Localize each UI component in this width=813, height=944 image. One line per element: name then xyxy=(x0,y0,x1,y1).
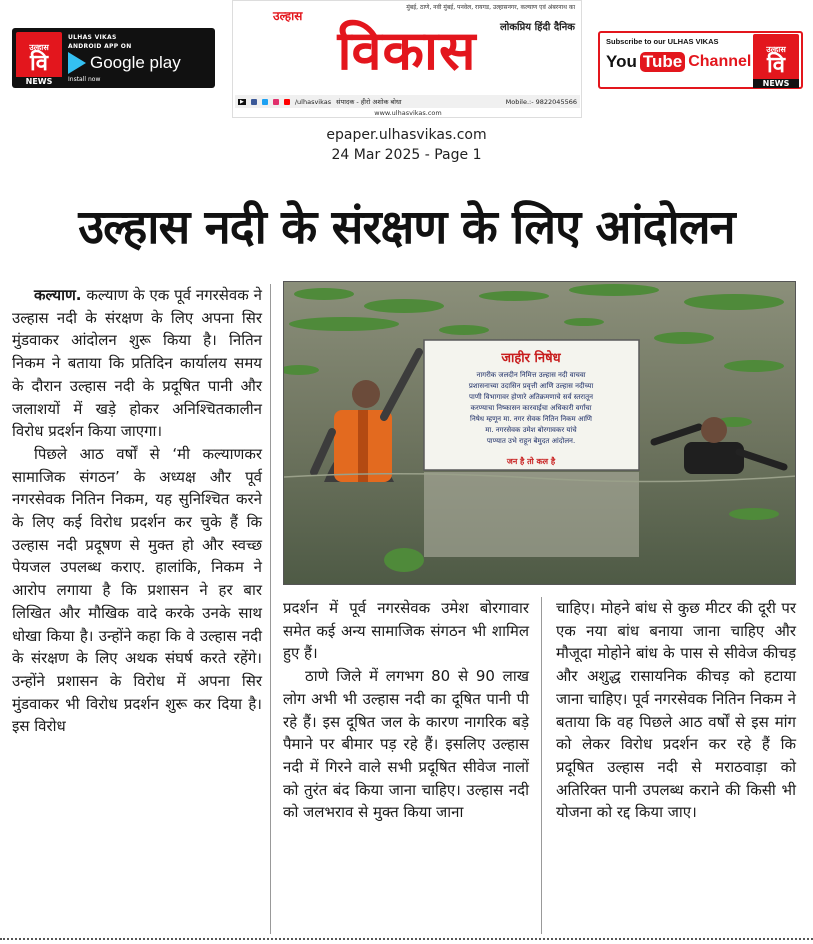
article-paragraph: पिछले आठ वर्षों से ‘मी कल्याणकर सामाजिक संगठन’ के अध्यक्ष और पूर्व नगरसेवक नितिन निकम, यह सुनिश्चित करने के लिए कई विरोध प्रदर्शन कर चुके हैं कि उल्हास नदी प्रदूषण से मुक्त हो और स्वच्छ पेयजल उपलब्ध कराए. हालांकि, निकम ने आरोप लगाया है कि प्रशासन ने हर बार लिखित और मौखिक वादे करके उनके साथ धोखा किया है। उन्होंने कहा कि वे उल्हास नदी के संरक्षण के लिए अथक संघर्ष करते रहेंगे। उन्होंने प्रशासन के विरोध में अपना सिर मुंडवाकर भी विरोध प्रदर्शन शुरू कर दिया है। इस विरोध xyxy=(12,444,262,736)
mobile-number: Mobile.:- 9822045566 xyxy=(505,97,577,106)
social-handle: /ulhasvikas xyxy=(294,97,332,106)
subscribe-text: Subscribe to our ULHAS VIKAS xyxy=(606,37,719,46)
android-app-badge[interactable] xyxy=(12,28,215,88)
protest-banner xyxy=(424,340,639,470)
article-paragraph: कल्याण. कल्याण के एक पूर्व नगरसेवक ने उल्हास नदी के संरक्षण के लिए अपना सिर मुंडवाकर आंदोलन शुरू किया है। नितिन निकम ने बताया कि प्रतिदिन कार्यालय समय के दौरान उल्हास नदी के प्रदूषित पानी और जलाशयों में खड़े होकर अनिश्चितकालीन विरोध प्रदर्शन किया जाएगा। xyxy=(12,286,262,441)
edition-info xyxy=(0,125,813,165)
logo-top-text: उल्हास xyxy=(29,42,49,52)
article-column-1 xyxy=(12,284,262,738)
facebook-icon[interactable] xyxy=(251,99,257,105)
article-paragraph: प्रदर्शन में पूर्व नगरसेवक उमेश बोरगावार समेत कई अन्य सामाजिक संगठन भी शामिल हुए हैं। xyxy=(283,599,529,663)
youtube-you-text: You xyxy=(606,52,637,71)
app-brand: ULHAS VIKAS xyxy=(68,33,117,41)
masthead-website[interactable]: www.ulhasvikas.com xyxy=(374,109,442,117)
epaper-url[interactable]: epaper.ulhasvikas.com xyxy=(326,127,487,143)
masthead xyxy=(232,0,582,118)
dateline: कल्याण. xyxy=(34,286,82,304)
newspaper-logo-icon: उल्हास वि NEWS xyxy=(753,34,799,86)
instagram-icon[interactable] xyxy=(273,99,279,105)
svg-text:निषेध म्हणून मा. नगर सेवक निति: निषेध म्हणून मा. नगर सेवक नितिन निकम आणि xyxy=(470,415,592,423)
youtube-channel-badge[interactable] xyxy=(598,31,803,89)
article-headline: उल्हास नदी के संरक्षण के लिए आंदोलन xyxy=(78,200,735,255)
article-paragraph: चाहिए। मोहने बांध से कुछ मीटर की दूरी पर एक नया बांध बनाया जाना चाहिए और मौजूदा मोहोने बांध के पास से सीवेज कीचड़ और अशुद्ध रासायनिक कीचड़ को हटाया जाना चाहिए। पूर्व नगरसेवक नितिन निकम ने बताया कि वह पिछले आठ वर्षों से इस मांग को लेकर विरोध प्रदर्शन कर रहे हैं कि प्रदूषित उल्हास नदी से मराठवाड़ा को अतिरिक्त पानी उपलब्ध कराने की किसी भी योजना को रद्द किया जाए। xyxy=(556,599,796,822)
channel-text: Channel xyxy=(688,53,752,70)
column-divider xyxy=(270,284,271,934)
masthead-info-strip xyxy=(235,95,580,108)
google-play-link[interactable] xyxy=(68,52,181,74)
edition-date-page: 24 Mar 2025 - Page 1 xyxy=(331,147,482,163)
newspaper-logo-icon xyxy=(16,32,62,84)
youtube-mini-icon[interactable] xyxy=(284,99,290,105)
svg-text:मा. नगरसेवक उमेश बोरगावकर यांच: मा. नगरसेवक उमेश बोरगावकर यांचे xyxy=(485,426,577,434)
masthead-small-title: उल्हास xyxy=(273,9,303,23)
logo-main-text: वि xyxy=(30,50,48,76)
article-paragraph: ठाणे जिले में लगभग 80 से 90 लाख लोग अभी भी उल्हास नदी का दूषित पानी पी रहे हैं। इस दूषित जल के कारण नागरिक बड़े पैमाने पर बीमार पड़ रहे हैं। इसलिए उल्हास नदी में गिरने वाले सभी प्रदूषित सीवेज नालों को तुरंत बंद किया जाना चाहिए। उल्हास नदी को जलभराव से मुक्त किया जाना xyxy=(283,667,529,822)
install-now-text: Install now xyxy=(68,75,101,83)
masthead-title: विकास xyxy=(337,18,477,82)
editor-name: संपादक - हीरो अशोक बोधा xyxy=(336,98,402,106)
app-label: ANDROID APP ON xyxy=(68,42,132,50)
svg-text:जन है तो कल है: जन है तो कल है xyxy=(506,457,556,466)
masthead-cities: मुंबई, ठाणे, नवी मुंबई, पनवेल, रायगड, उल्हासनगर, कल्याण एवं अंबरनाथ का xyxy=(406,4,575,11)
column-divider xyxy=(541,597,542,934)
svg-text:प्रशासनाच्या उदासिन प्रवृत्ती: प्रशासनाच्या उदासिन प्रवृत्ती आणि उल्हास नदीच्या xyxy=(468,382,594,390)
page-header xyxy=(0,0,813,120)
google-play-mini-icon: ▶ xyxy=(240,98,244,105)
svg-text:जाहीर निषेध: जाहीर निषेध xyxy=(501,351,561,366)
twitter-icon[interactable] xyxy=(262,99,268,105)
store-name: Google play xyxy=(90,52,181,72)
youtube-tube-text: Tube xyxy=(640,52,685,72)
masthead-tagline: लोकप्रिय हिंदी दैनिक xyxy=(499,22,575,33)
svg-text:पाण्यात उभे राहून बेमुदत आंदोल: पाण्यात उभे राहून बेमुदत आंदोलन. xyxy=(486,437,576,445)
article-column-3 xyxy=(556,597,796,824)
google-play-icon xyxy=(68,52,86,74)
svg-text:नागरीक जलदीन निमित्त उल्हास नद: नागरीक जलदीन निमित्त उल्हास नदी वाचवा xyxy=(476,371,586,379)
bottom-divider xyxy=(0,938,813,940)
protest-photo xyxy=(283,281,796,585)
svg-text:पाणी विभागावर होणारे अतिक्रमणा: पाणी विभागावर होणारे अतिक्रमणाचे सर्व स्तरातून xyxy=(469,393,593,401)
river-protest-illustration xyxy=(284,282,796,585)
logo-news-text: NEWS xyxy=(16,77,62,86)
article-column-2 xyxy=(283,597,529,824)
svg-text:करण्याचा निष्कासन कारवाईचा अधि: करण्याचा निष्कासन कारवाईचा अधिकारी वर्गांचा xyxy=(470,404,592,412)
